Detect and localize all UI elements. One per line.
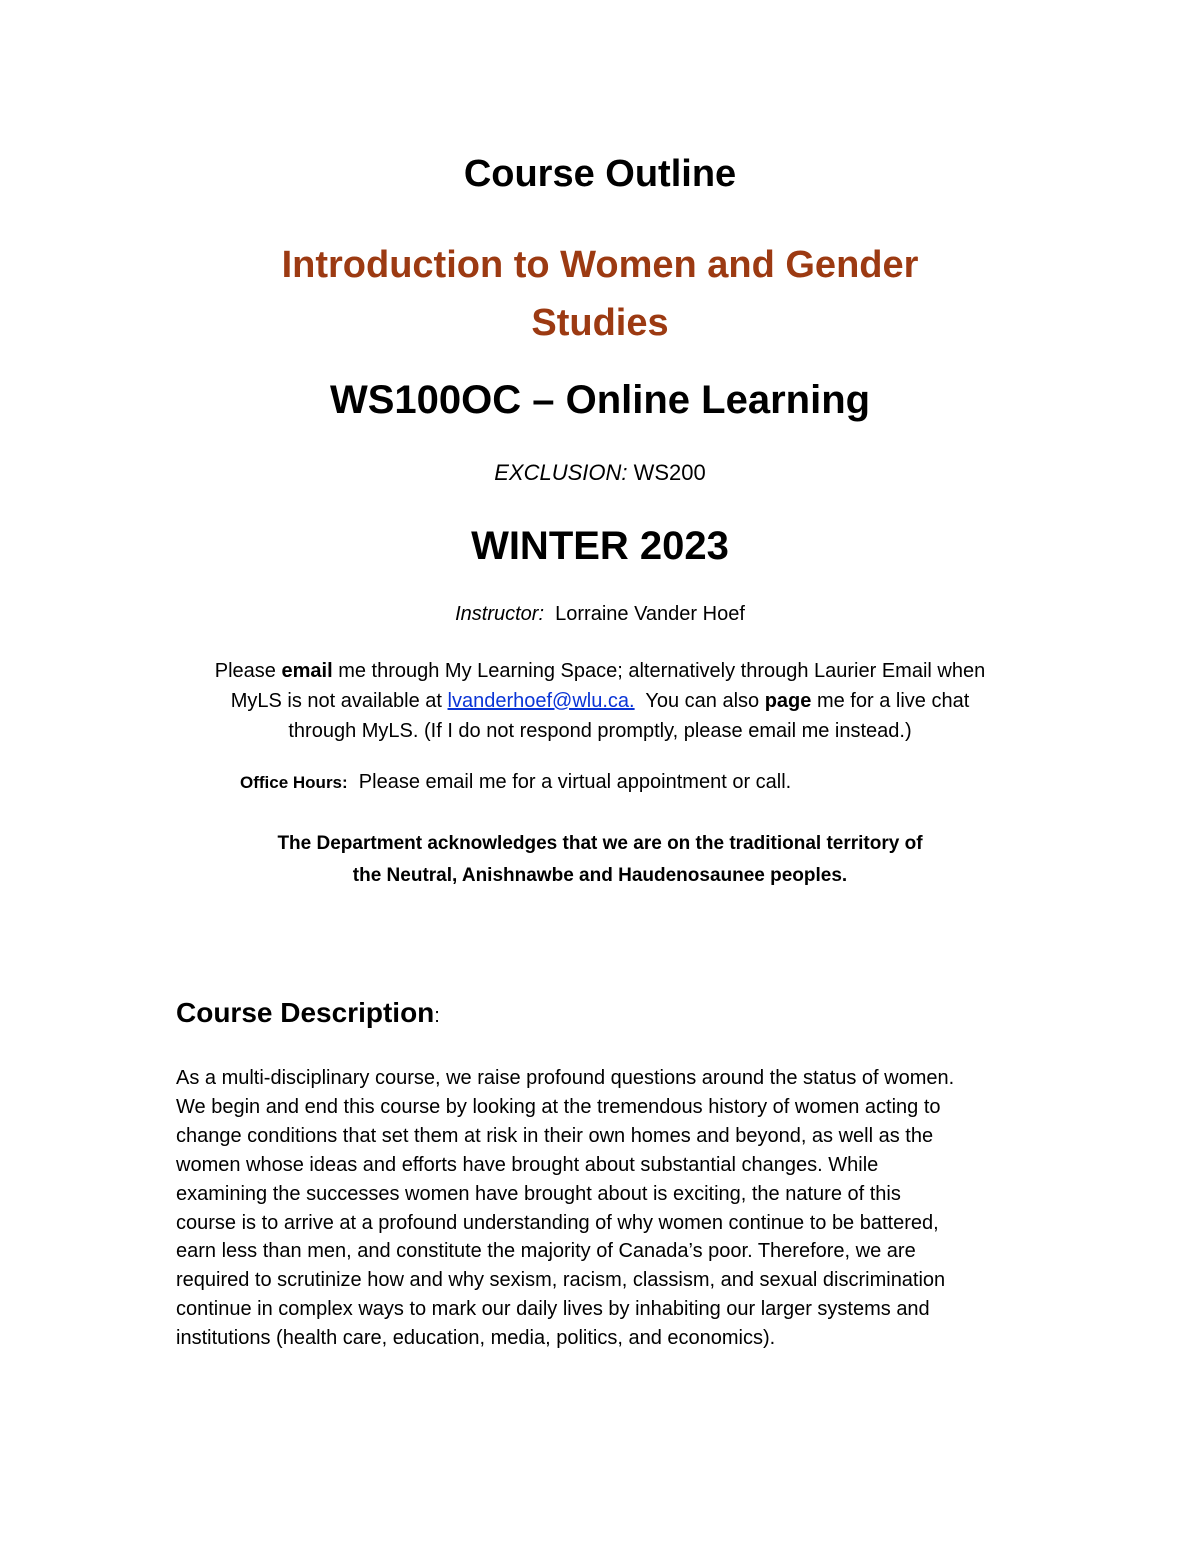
course-name xyxy=(0,236,1200,352)
office-hours-label: Office Hours: xyxy=(240,773,348,792)
contact-text: You can also xyxy=(634,690,765,712)
email-link[interactable]: lvanderhoef@wlu.ca. xyxy=(447,690,635,712)
description-line: continue in complex ways to mark our daily lives by inhabiting our larger systems and xyxy=(176,1298,930,1321)
land-acknowledgement-line-2: the Neutral, Anishnawbe and Haudenosaunee peoples. xyxy=(352,865,848,886)
land-acknowledgement-line-1: The Department acknowledges that we are on the traditional territory of xyxy=(277,833,923,854)
exclusion-value: WS200 xyxy=(627,460,706,485)
contact-text: me through My Learning Space; alternatively through Laurier Email when xyxy=(332,660,986,682)
description-line: As a multi-disciplinary course, we raise profound questions around the status of women. xyxy=(176,1067,955,1089)
description-line: earn less than men, and constitute the majority of Canada’s poor. Therefore, we are xyxy=(176,1240,916,1263)
instructor-name: Lorraine Vander Hoef xyxy=(544,603,745,625)
description-line: course is to arrive at a profound understanding of why women continue to be battered, xyxy=(176,1211,939,1234)
office-hours-text: Please email me for a virtual appointment or call. xyxy=(347,771,792,793)
course-name-line-1: Introduction to Women and Gender xyxy=(281,244,919,286)
contact-emphasis-page: page xyxy=(764,690,812,712)
course-description-heading-colon: : xyxy=(434,1005,440,1027)
course-description-heading-text: Course Description xyxy=(176,997,435,1028)
contact-text: MyLS is not available at xyxy=(230,690,448,712)
term: WINTER 2023 xyxy=(471,524,729,568)
course-name-line-2: Studies xyxy=(531,302,669,344)
description-line: institutions (health care, education, media, politics, and economics). xyxy=(176,1327,776,1350)
contact-emphasis-email: email xyxy=(281,660,333,682)
contact-text: me for a live chat xyxy=(811,690,970,712)
description-line: change conditions that set them at risk in their own homes and beyond, as well as the xyxy=(176,1124,934,1147)
contact-line-3: through MyLS. (If I do not respond promptly, please email me instead.) xyxy=(288,720,912,742)
exclusion xyxy=(0,459,1200,487)
exclusion-label: EXCLUSION: xyxy=(494,460,628,485)
course-code: WS100OC – Online Learning xyxy=(329,378,871,422)
description-line: women whose ideas and efforts have brought about substantial changes. While xyxy=(176,1153,879,1176)
description-line: We begin and end this course by looking at the tremendous history of women acting to xyxy=(176,1095,941,1118)
contact-text: Please xyxy=(214,660,282,682)
instructor xyxy=(0,600,1200,628)
course-description-heading xyxy=(176,995,440,1034)
document-title: Course Outline xyxy=(463,153,737,195)
course-description-body xyxy=(176,1064,1036,1353)
description-line: required to scrutinize how and why sexism, racism, classism, and sexual discrimination xyxy=(176,1269,946,1292)
contact-line-2 xyxy=(0,686,1200,716)
office-hours xyxy=(240,768,791,797)
contact-line-1 xyxy=(0,656,1200,686)
description-line: examining the successes women have brought about is exciting, the nature of this xyxy=(176,1182,901,1205)
contact-info xyxy=(0,656,1200,746)
instructor-label: Instructor: xyxy=(455,603,545,625)
land-acknowledgement xyxy=(0,828,1200,892)
